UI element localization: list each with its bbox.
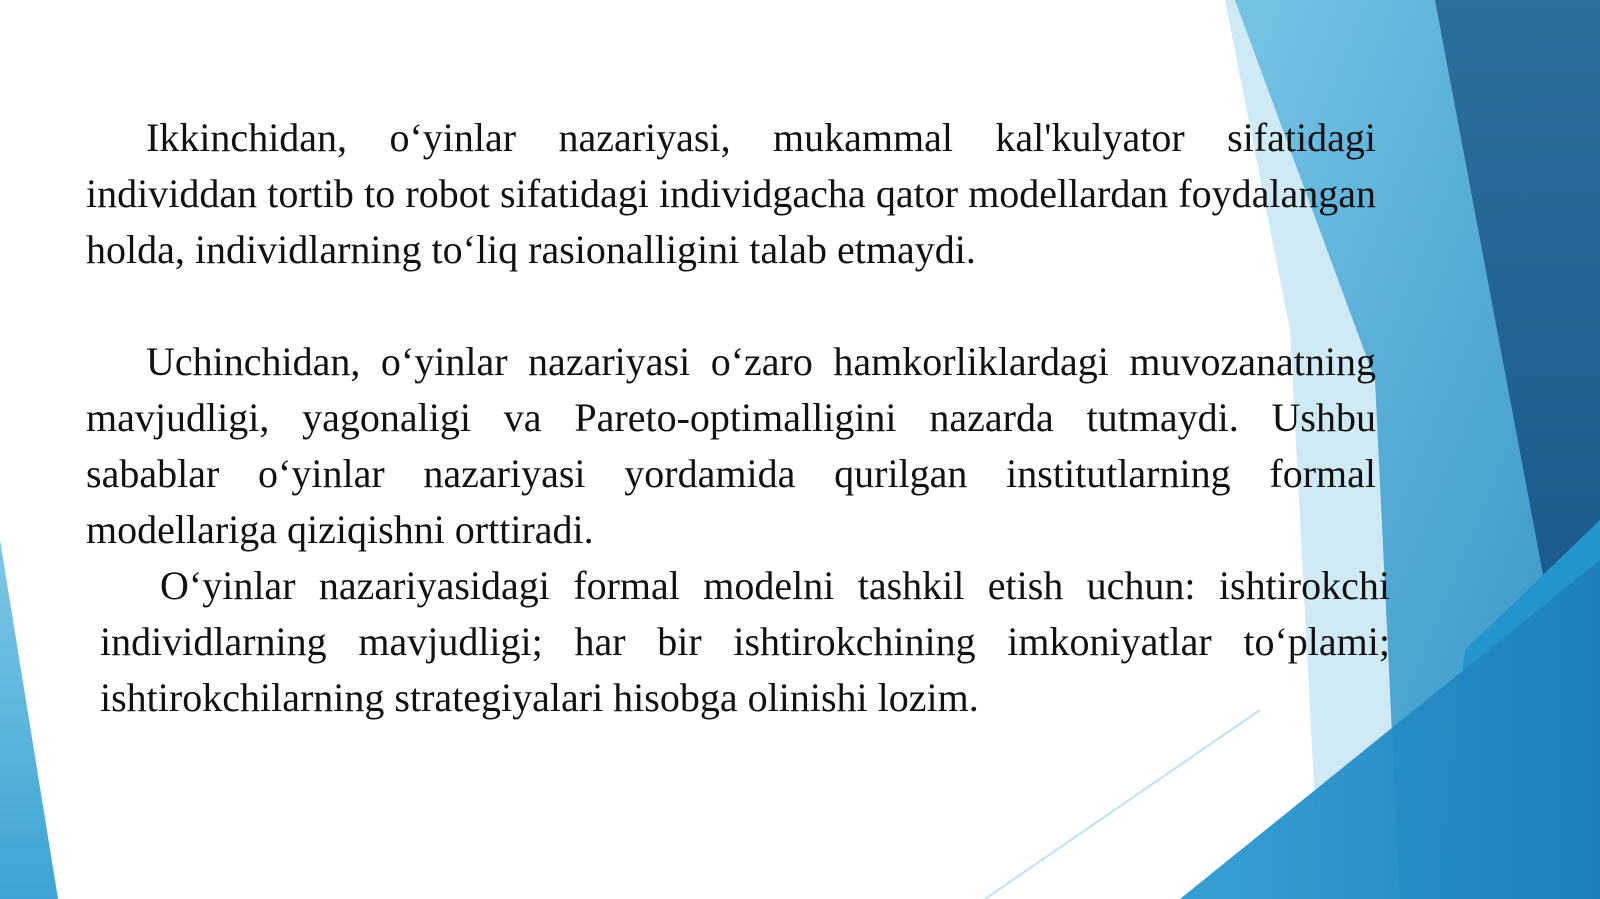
paragraph-1 bbox=[86, 110, 1376, 278]
paragraph-3 bbox=[100, 558, 1390, 726]
paragraph-2 bbox=[86, 334, 1376, 558]
paragraph-2-text: Uchinchidan, o‘yinlar nazariyasi o‘zaro hamkorliklardagi muvozanatning mavjudligi, yagonaligi va Pareto-optimalligini nazarda tutmaydi. Ushbu sabablar o‘yinlar nazariyasi yordamida qurilgan institutlarning formal modellariga qiziqishni orttiradi. bbox=[86, 339, 1376, 552]
paragraph-1-text: Ikkinchidan, o‘yinlar nazariyasi, mukammal kal'kulyator sifatidagi individdan tortib to robot sifatidagi individgacha qator modellardan foydalangan holda, individlarning to‘liq rasionalligini talab etmaydi. bbox=[86, 115, 1376, 272]
left-shard bbox=[0, 540, 58, 899]
paragraph-3-text: O‘yinlar nazariyasidagi formal modelni tashkil etish uchun: ishtirokchi individlarning mavjudligi; har bir ishtirokchining imkoniyatlar to‘plami; ishtirokchilarning strategiyalari hisobga olinishi lozim. bbox=[100, 563, 1390, 720]
